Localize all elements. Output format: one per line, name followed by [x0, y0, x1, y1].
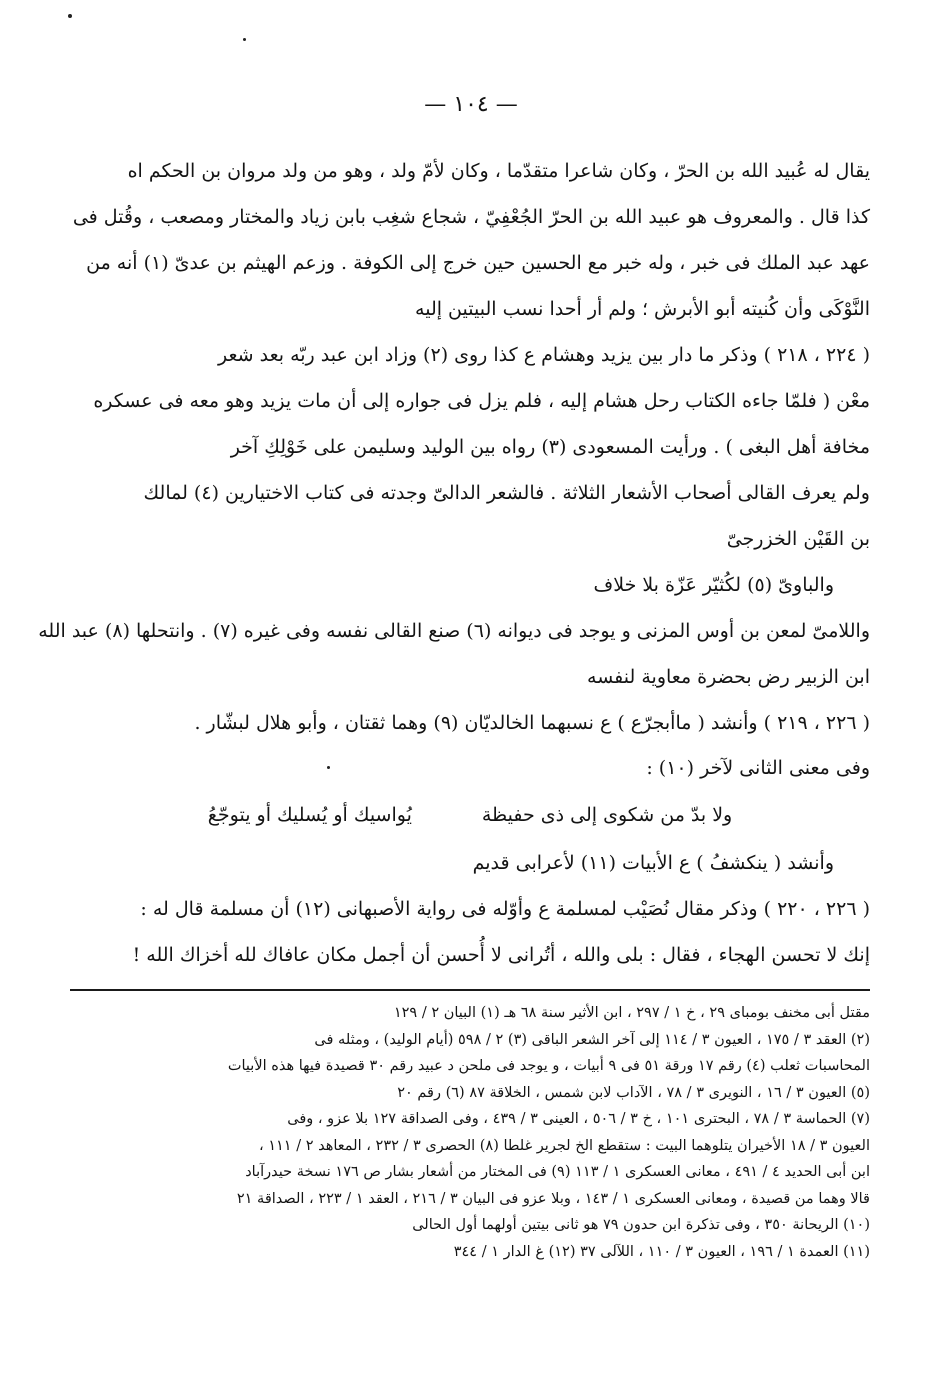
text-line: ( ٢٢٤ ، ٢١٨ ) وذكر ما دار بين يزيد وهشام ع كذا روى (٢) وزاد ابن عبد ربّه بعد شعر [218, 344, 870, 366]
text-line: مخافة أهل البغى ) . ورأيت المسعودى (٣) رواه بين الوليد وسليمن على خَوْلِكِ آخر [230, 436, 870, 458]
scan-speck [68, 14, 72, 18]
text-line: معْن ( فلمّا جاءه الكتاب رحل هشام إليه ، فلم يزل فى جواره إلى أن مات يزيد وهو معه فى عسكره [93, 390, 870, 412]
text-line: واللامىّ لمعن بن أوس المزنى و يوجد فى ديوانه (٦) صنع القالى نفسه وفى غيره (٧) . وانتحلها (٨) عبد الله [38, 620, 870, 642]
footnote-line: ابن أبى الحديد ٤ / ٤٩١ ، معانى العسكرى ١ / ١١٣ (٩) فى المختار من أشعار بشار ص ١٧٦ نسخة حيدرآباد [245, 1164, 870, 1180]
text-line: ( ٢٢٦ ، ٢٢٠ ) وذكر مقال نُصَيْب لمسلمة ع وأوّله فى رواية الأصبهانى (١٢) أن مسلمة قال له : [140, 898, 870, 920]
footnote-line: (٥) العيون ٣ / ١٦ ، النويرى ٣ / ٧٨ ، الآداب لابن شمس ، الخلاقة ٨٧ (٦) رقم ٢٠ [397, 1084, 870, 1101]
text-line: يقال له عُبيد الله بن الحرّ ، وكان شاعرا متقدّما ، وكان لأمّ ولد ، وهو من ولد مروان بن الحكم اه [127, 160, 870, 182]
text-line: النَّوْكَى وأن كُنيته أبو الأبرش ؛ ولم أر أحدا نسب البيتين إليه [415, 298, 870, 320]
footnote-line: مقتل أبى مخنف بومباى ٢٩ ، خ ١ / ٢٩٧ ، ابن الأثير سنة ٦٨ هـ (١) البيان ٢ / ١٢٩ [393, 1005, 870, 1021]
text-line: بن القَيْن الخزرجىّ [726, 528, 870, 550]
footnote-line: المحاسبات ثعلب (٤) رقم ١٧ ورقة ٥١ فى ٩ أبيات ، و يوجد فى ملحن د عبيد رقم ٣٠ قصيدة فيها هذه الأبيات [227, 1058, 870, 1074]
text-line: والباوىّ (٥) لكُثيّر عَزّة بلا خلاف [593, 574, 834, 596]
footnotes [70, 1000, 870, 1265]
text-line: كذا قال . والمعروف هو عبيد الله بن الحرّ الجُعْفِيّ ، شجاع شغِب بابن زياد والمختار ومصعب ، وقُتل فى [72, 206, 870, 228]
text-line: ابن الزبير رض بحضرة معاوية لنفسه [587, 666, 870, 688]
footnote-line: قالا وهما من قصيدة ، ومعانى العسكرى ١ / ١٤٣ ، وبلا عزو فى البيان ٣ / ٢١٦ ، العقد ١ / ٢٢٣ ، الصداقة ٢١ [236, 1190, 870, 1207]
page-number: — ١٠٤ — [424, 92, 518, 117]
text-line: عهد عبد الملك فى خبر ، وله خبر مع الحسين حين خرج إلى الكوفة . وزعم الهيثم بن عدىّ (١) أنه من [86, 252, 870, 274]
body-text [38, 148, 870, 978]
verse-first-hemistich: ولا بدّ من شكوى إلى ذى حفيظة [481, 804, 733, 826]
text-line: وفى معنى الثانى لآخر (١٠) : [646, 757, 870, 779]
text-line: ( ٢٢٦ ، ٢١٩ ) وأنشد ( ماأبجرّع ) ع نسبهما الخالديّان (٩) وهما ثقتان ، وأبو هلال لبشّار . [194, 712, 870, 734]
footnote-divider [70, 989, 870, 991]
verse-second-hemistich: يُواسيك أو يُسليك أو يتوجّعُ [207, 804, 412, 826]
footnote-line: العيون ٣ / ١٨ الأخيران يتلوهما البيت : ستقطع الخ لجرير غلطا (٨) الحصرى ٣ / ٢٣٢ ، المعاهد ٢ / ١١١ ، [258, 1137, 870, 1154]
scan-speck [243, 38, 246, 41]
footnote-line: (١١) العمدة ١ / ١٩٦ ، العيون ٣ / ١١٠ ، اللآلى ٣٧ (١٢) غ الدار ١ / ٣٤٤ [453, 1243, 870, 1260]
text-line: إنك لا تحسن الهجاء ، فقال : بلى والله ، أتُرانى لا أُحسن أن أجمل مكان عافاك لله أخزاك الله ! [132, 944, 870, 966]
footnote-line: (٢) العقد ٣ / ١٧٥ ، العيون ٣ / ١١٤ إلى آخر الشعر الباقى (٣) ٢ / ٥٩٨ (أيام الوليد) ، ومثله فى [314, 1031, 870, 1048]
text-line: ولم يعرف القالى أصحاب الأشعار الثلاثة . فالشعر الدالىّ وجدته فى كتاب الاختيارين (٤) لمالك [143, 482, 870, 504]
footnote-line: (٧) الحماسة ٣ / ٧٨ ، البحترى ١٠١ ، خ ٣ / ٥٠٦ ، العينى ٣ / ٤٣٩ ، وفى الصداقة ١٢٧ بلا عزو ، وفى [287, 1111, 870, 1127]
poetry-verse [70, 790, 870, 840]
text-line: وأنشد ( ينكشفُ ) ع الأبيات (١١) لأعرابى قديم [472, 852, 834, 874]
footnote-line: (١٠) الريحانة ٣٥٠ ، وفى تذكرة ابن حدون ٧٩ هو ثانى بيتين أولهما أول الحالى [412, 1217, 870, 1233]
